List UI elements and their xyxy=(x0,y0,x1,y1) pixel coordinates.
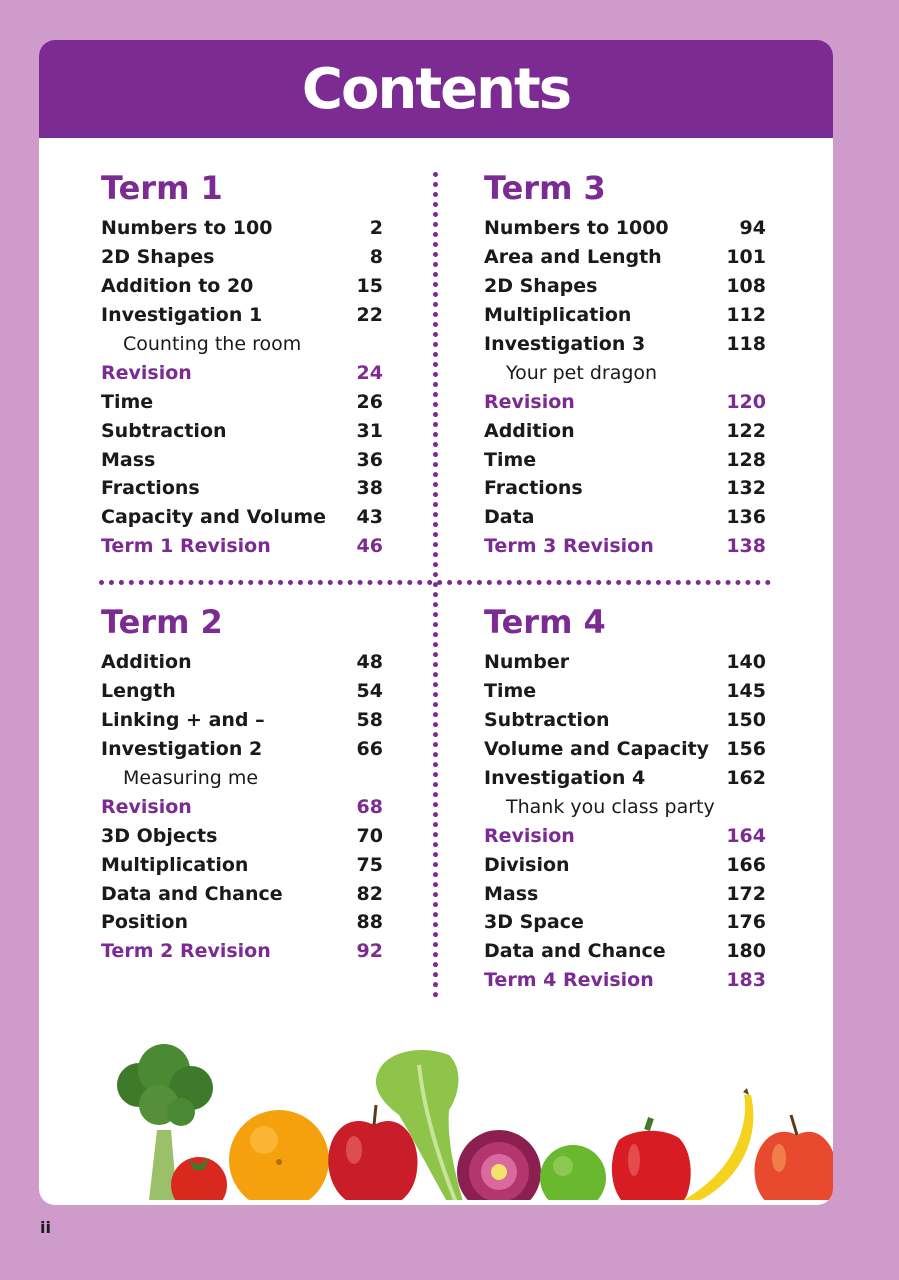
toc-entry-label: Numbers to 100 xyxy=(101,217,273,240)
toc-entry[interactable] xyxy=(484,879,766,908)
onion-icon xyxy=(457,1130,541,1200)
toc-entry[interactable] xyxy=(484,445,766,474)
horizontal-divider xyxy=(99,580,771,585)
toc-entry-page: 24 xyxy=(356,361,383,384)
toc-entry-label: Area and Length xyxy=(484,246,662,269)
toc-entry[interactable] xyxy=(101,677,383,706)
toc-entry-label: 2D Shapes xyxy=(101,246,215,269)
toc-entry-page: 108 xyxy=(726,275,766,298)
toc-entry-page: 66 xyxy=(356,738,383,761)
capsicum-icon xyxy=(612,1118,691,1200)
toc-entry-page: 122 xyxy=(726,419,766,442)
toc-entry[interactable] xyxy=(484,937,766,966)
toc-entry-label: Revision xyxy=(484,824,575,847)
toc-entry-label: Revision xyxy=(484,390,575,413)
toc-entry[interactable] xyxy=(484,272,766,301)
toc-entry-label: Capacity and Volume xyxy=(101,506,327,529)
toc-entry-page: 68 xyxy=(356,795,383,818)
toc-entry[interactable] xyxy=(101,503,383,532)
toc-entry-label: Addition to 20 xyxy=(101,275,254,298)
toc-entry-label: Data and Chance xyxy=(101,882,283,905)
toc-entry-page: 15 xyxy=(356,275,383,298)
toc-entry[interactable] xyxy=(101,474,383,503)
toc-entry-page: 164 xyxy=(726,824,766,847)
toc-entry-label: Data xyxy=(484,506,535,529)
toc-entry-page: 120 xyxy=(726,390,766,413)
toc-entry[interactable] xyxy=(484,648,766,677)
toc-entry-label: Investigation 2 xyxy=(101,738,263,761)
toc-entry-page: 8 xyxy=(369,246,383,269)
toc-entry-page: 183 xyxy=(726,969,766,992)
toc-entry-label: Investigation 4 xyxy=(484,767,646,789)
term-section-4 xyxy=(484,604,766,995)
toc-entry[interactable] xyxy=(484,706,766,735)
term-heading: Term 1 xyxy=(101,169,223,207)
toc-entry-page: 132 xyxy=(726,477,766,500)
toc-entry[interactable] xyxy=(101,214,383,243)
toc-entry[interactable] xyxy=(484,764,766,793)
toc-entry-label: Mass xyxy=(484,882,539,905)
toc-entry[interactable] xyxy=(484,243,766,272)
toc-subentry[interactable] xyxy=(484,358,766,387)
toc-entry[interactable] xyxy=(484,503,766,532)
toc-entry[interactable] xyxy=(484,387,766,416)
toc-entry[interactable] xyxy=(484,966,766,995)
term-section-3 xyxy=(484,170,766,561)
toc-entry-page: 31 xyxy=(356,419,383,442)
tomato-icon xyxy=(171,1157,227,1200)
toc-entry-label: Multiplication xyxy=(101,853,249,876)
toc-entry[interactable] xyxy=(484,908,766,937)
toc-entry-label: Time xyxy=(484,448,537,471)
toc-entry[interactable] xyxy=(484,214,766,243)
toc-entry-page: 82 xyxy=(356,882,383,905)
toc-entry-label: Multiplication xyxy=(484,304,632,327)
orange-icon xyxy=(229,1110,329,1200)
toc-entry[interactable] xyxy=(101,243,383,272)
toc-entry-label: Your pet dragon xyxy=(506,361,658,384)
toc-entry[interactable] xyxy=(484,677,766,706)
toc-entry-label: Revision xyxy=(101,361,192,384)
toc-entry-page: 145 xyxy=(726,680,766,703)
toc-entry[interactable] xyxy=(484,474,766,503)
toc-entry-page: 136 xyxy=(726,506,766,529)
toc-entry-page: 22 xyxy=(356,304,383,327)
toc-entry[interactable] xyxy=(484,821,766,850)
toc-entry-label: 3D Space xyxy=(484,911,584,934)
toc-entry-page: 166 xyxy=(726,853,766,876)
toc-entry[interactable] xyxy=(101,532,383,561)
page-number: ii xyxy=(40,1218,51,1237)
term-section-1 xyxy=(101,170,383,561)
toc-subentry[interactable] xyxy=(101,764,383,793)
apple-icon xyxy=(754,1115,833,1200)
toc-entry-page: 112 xyxy=(726,304,766,327)
toc-entry-label: Addition xyxy=(484,419,575,442)
toc-entry[interactable] xyxy=(101,821,383,850)
toc-entry-label: Measuring me xyxy=(123,767,259,789)
contents-header xyxy=(39,40,833,138)
toc-entry-page: 140 xyxy=(726,651,766,674)
toc-entry-label: Term 4 Revision xyxy=(484,969,654,992)
toc-entry-page: 75 xyxy=(356,853,383,876)
toc-entry-page: 88 xyxy=(356,911,383,934)
toc-entry-page: 138 xyxy=(726,535,766,558)
toc-entry-label: Fractions xyxy=(484,477,583,500)
toc-entry-page: 176 xyxy=(726,911,766,934)
toc-entry-label: Thank you class party xyxy=(506,795,715,818)
toc-entry-page: 156 xyxy=(726,738,766,761)
toc-entry-page: 101 xyxy=(726,246,766,269)
toc-entry-page: 48 xyxy=(356,651,383,674)
toc-entry[interactable] xyxy=(101,387,383,416)
toc-entry-label: 3D Objects xyxy=(101,824,218,847)
toc-entry-page: 38 xyxy=(356,477,383,500)
toc-entry-page: 43 xyxy=(356,506,383,529)
produce-illustration xyxy=(79,1000,833,1200)
toc-entry[interactable] xyxy=(101,416,383,445)
term-heading: Term 4 xyxy=(484,603,606,641)
toc-entry[interactable] xyxy=(101,908,383,937)
toc-entry-page: 26 xyxy=(356,390,383,413)
toc-entry-label: Linking + and – xyxy=(101,709,265,732)
toc-entry[interactable] xyxy=(101,850,383,879)
toc-subentry[interactable] xyxy=(101,330,383,359)
toc-entry-page: 94 xyxy=(739,217,766,240)
toc-subentry[interactable] xyxy=(484,792,766,821)
toc-entry-label: Number xyxy=(484,651,570,674)
toc-entry-page: 180 xyxy=(726,940,766,963)
toc-entry[interactable] xyxy=(484,735,766,764)
toc-entry-page: 92 xyxy=(356,940,383,963)
lime-icon xyxy=(540,1145,606,1200)
page-title: Contents xyxy=(301,56,571,122)
toc-entry-label: Time xyxy=(484,680,537,703)
toc-entry-label: Division xyxy=(484,853,570,876)
toc-entry-label: Position xyxy=(101,911,188,934)
toc-entry-label: Numbers to 1000 xyxy=(484,217,669,240)
toc-entry-label: Fractions xyxy=(101,477,200,500)
toc-entry-page: 70 xyxy=(356,824,383,847)
toc-entry-page: 2 xyxy=(369,217,383,240)
toc-entry-label: Time xyxy=(101,390,154,413)
toc-entry-label: Counting the room xyxy=(123,333,302,355)
toc-entry-label: Addition xyxy=(101,651,192,674)
toc-entry-page: 150 xyxy=(726,709,766,732)
contents-card xyxy=(39,40,833,1205)
toc-entry-page: 172 xyxy=(726,882,766,905)
toc-entry-label: Mass xyxy=(101,448,156,471)
toc-entry-label: 2D Shapes xyxy=(484,275,598,298)
toc-entry-page: 58 xyxy=(356,709,383,732)
toc-entry-page: 54 xyxy=(356,680,383,703)
toc-entry-page: 36 xyxy=(356,448,383,471)
toc-entry-page: 118 xyxy=(726,333,766,355)
toc-entry[interactable] xyxy=(484,532,766,561)
toc-entry-label: Revision xyxy=(101,795,192,818)
toc-entry-page: 46 xyxy=(356,535,383,558)
toc-entry-label: Term 1 Revision xyxy=(101,535,271,558)
toc-entry[interactable] xyxy=(101,879,383,908)
toc-entry-label: Term 3 Revision xyxy=(484,535,654,558)
toc-entry-page: 162 xyxy=(726,767,766,789)
toc-entry[interactable] xyxy=(484,416,766,445)
toc-entry[interactable] xyxy=(101,937,383,966)
toc-entry[interactable] xyxy=(101,792,383,821)
toc-entry[interactable] xyxy=(484,301,766,330)
toc-entry[interactable] xyxy=(484,850,766,879)
vertical-divider xyxy=(433,172,438,998)
toc-entry[interactable] xyxy=(101,301,383,330)
toc-entry[interactable] xyxy=(101,706,383,735)
term-section-2 xyxy=(101,604,383,966)
toc-entry-label: Volume and Capacity xyxy=(484,738,710,761)
toc-entry[interactable] xyxy=(101,735,383,764)
toc-entry-page: 128 xyxy=(726,448,766,471)
toc-entry-label: Subtraction xyxy=(101,419,227,442)
toc-entry-label: Data and Chance xyxy=(484,940,666,963)
toc-entry-label: Investigation 1 xyxy=(101,304,263,327)
toc-entry-label: Subtraction xyxy=(484,709,610,732)
toc-entry[interactable] xyxy=(101,648,383,677)
term-heading: Term 3 xyxy=(484,169,606,207)
toc-entry-label: Investigation 3 xyxy=(484,333,646,355)
toc-entry[interactable] xyxy=(101,445,383,474)
toc-entry[interactable] xyxy=(484,330,766,359)
term-heading: Term 2 xyxy=(101,603,223,641)
toc-entry-label: Length xyxy=(101,680,176,703)
toc-entry-label: Term 2 Revision xyxy=(101,940,271,963)
toc-entry[interactable] xyxy=(101,358,383,387)
toc-entry[interactable] xyxy=(101,272,383,301)
